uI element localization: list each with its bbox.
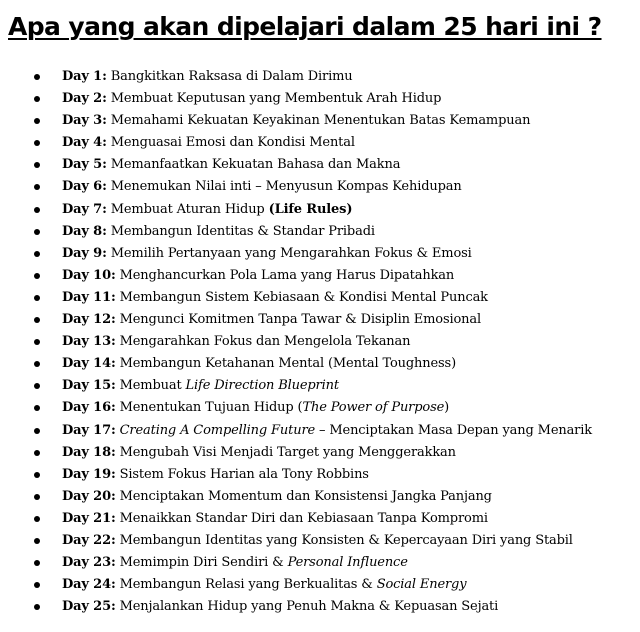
day-label: Day 4:	[62, 135, 107, 151]
list-item	[0, 66, 592, 88]
day-label: Day 17:	[62, 422, 116, 438]
list-item	[0, 574, 592, 596]
bullet-icon	[34, 516, 40, 522]
day-topic-text: Bangkitkan Raksasa di Dalam Dirimu	[106, 69, 353, 84]
day-topic-text: Menaikkan Standar Diri dan Kebiasaan Tanpa Kompromi	[115, 510, 488, 526]
list-item	[0, 287, 592, 309]
bullet-icon	[34, 74, 40, 80]
bullet-icon	[34, 383, 40, 389]
list-item	[0, 464, 592, 486]
day-topic-text: Life Direction Blueprint	[185, 378, 339, 394]
day-topic-text: Membangun Identitas & Standar Pribadi	[106, 223, 375, 239]
list-item	[0, 552, 592, 574]
day-topic-text: Membangun Ketahanan Mental (Mental Toughness)	[115, 356, 457, 372]
day-topic-text: Mengunci Komitmen Tanpa Tawar & Disiplin Emosional	[115, 312, 482, 328]
day-topic-text: Membuat Aturan Hidup	[106, 201, 269, 217]
day-label: Day 22:	[62, 532, 116, 548]
bullet-icon	[34, 472, 40, 478]
day-topic-text: (Life Rules)	[268, 201, 353, 217]
day-topic-text: Membangun Sistem Kebiasaan & Kondisi Mental Puncak	[115, 289, 488, 305]
day-topic-text: )	[444, 400, 450, 416]
day-label: Day 9:	[62, 245, 107, 261]
day-label: Day 16:	[62, 400, 116, 416]
day-label: Day 8:	[62, 223, 107, 239]
list-item	[0, 331, 592, 353]
list-item	[0, 397, 592, 419]
bullet-icon	[34, 207, 40, 213]
list-item	[0, 88, 592, 110]
day-label: Day 20:	[62, 488, 116, 504]
day-topic-text: Personal Influence	[287, 555, 408, 571]
list-item	[0, 199, 592, 221]
day-topic-text: Sistem Fokus Harian ala Tony Robbins	[115, 466, 369, 482]
day-label: Day 18:	[62, 444, 116, 460]
day-label: Day 6:	[62, 179, 107, 195]
day-topic-text: Menemukan Nilai inti – Menyusun Kompas Kehidupan	[106, 179, 462, 195]
list-item	[0, 375, 592, 397]
list-item	[0, 530, 592, 552]
bullet-icon	[34, 405, 40, 411]
day-label: Day 23:	[62, 555, 116, 571]
day-topic-text: Mengarahkan Fokus dan Mengelola Tekanan	[115, 334, 411, 350]
list-item	[0, 243, 592, 265]
day-topic-text: Memimpin Diri Sendiri &	[115, 555, 288, 571]
day-label: Day 12:	[62, 312, 116, 328]
bullet-icon	[34, 604, 40, 610]
day-topic-text: Memahami Kekuatan Keyakinan Menentukan Batas Kemampuan	[106, 113, 531, 129]
bullet-icon	[34, 184, 40, 190]
bullet-icon	[34, 582, 40, 588]
day-topic-text: Membuat	[115, 378, 186, 394]
day-topic-text: Membangun Identitas yang Konsisten & Kepercayaan Diri yang Stabil	[115, 532, 573, 548]
day-label: Day 5:	[62, 157, 107, 173]
list-item	[0, 353, 592, 375]
bullet-icon	[34, 339, 40, 345]
list-item	[0, 596, 592, 618]
bullet-icon	[34, 295, 40, 301]
day-label: Day 19:	[62, 466, 116, 482]
list-item	[0, 221, 592, 243]
day-topic-text: Memilih Pertanyaan yang Mengarahkan Fokus & Emosi	[106, 245, 472, 261]
day-label: Day 11:	[62, 289, 116, 305]
bullet-icon	[34, 361, 40, 367]
bullet-icon	[34, 118, 40, 124]
day-topic-text: Mengubah Visi Menjadi Target yang Menggerakkan	[115, 444, 456, 460]
list-item	[0, 420, 592, 442]
list-item	[0, 132, 592, 154]
day-label: Day 25:	[62, 599, 116, 615]
day-topic-text: Menjalankan Hidup yang Penuh Makna & Kepuasan Sejati	[115, 599, 499, 615]
day-label: Day 3:	[62, 113, 107, 129]
list-item	[0, 265, 592, 287]
bullet-icon	[34, 251, 40, 257]
bullet-icon	[34, 450, 40, 456]
bullet-icon	[34, 428, 40, 434]
day-label: Day 14:	[62, 356, 116, 372]
day-topic-text: Membangun Relasi yang Berkualitas &	[115, 577, 377, 593]
day-label: Day 7:	[62, 201, 107, 217]
list-item	[0, 486, 592, 508]
bullet-icon	[34, 229, 40, 235]
day-topic-text: Creating A Compelling Future	[119, 422, 316, 438]
day-label: Day 15:	[62, 378, 116, 394]
bullet-icon	[34, 96, 40, 102]
list-item	[0, 154, 592, 176]
day-list	[0, 66, 592, 618]
list-item	[0, 110, 592, 132]
day-topic-text: Social Energy	[376, 577, 467, 593]
bullet-icon	[34, 273, 40, 279]
day-topic-text: Menentukan Tujuan Hidup (	[115, 400, 303, 416]
list-item	[0, 309, 592, 331]
day-topic-text: The Power of Purpose	[302, 400, 445, 416]
list-item	[0, 442, 592, 464]
day-label: Day 2:	[62, 91, 107, 107]
day-topic-text: Menguasai Emosi dan Kondisi Mental	[106, 135, 355, 151]
bullet-icon	[34, 162, 40, 168]
day-topic-text: – Menciptakan Masa Depan yang Menarik	[315, 422, 592, 438]
bullet-icon	[34, 140, 40, 146]
list-item	[0, 176, 592, 198]
bullet-icon	[34, 560, 40, 566]
day-topic-text: Menciptakan Momentum dan Konsistensi Jangka Panjang	[115, 488, 492, 504]
day-label: Day 1:	[62, 69, 107, 84]
bullet-icon	[34, 494, 40, 500]
day-label: Day 24:	[62, 577, 116, 593]
day-topic-text: Menghancurkan Pola Lama yang Harus Dipatahkan	[115, 267, 455, 283]
bullet-icon	[34, 538, 40, 544]
bullet-icon	[34, 317, 40, 323]
day-label: Day 13:	[62, 334, 116, 350]
day-label: Day 10:	[62, 267, 116, 283]
day-label: Day 21:	[62, 510, 116, 526]
day-topic-text: Membuat Keputusan yang Membentuk Arah Hidup	[106, 91, 442, 107]
day-topic-text: Memanfaatkan Kekuatan Bahasa dan Makna	[106, 157, 401, 173]
page-title: Apa yang akan dipelajari dalam 25 hari ini ?	[8, 12, 602, 41]
list-item	[0, 508, 592, 530]
